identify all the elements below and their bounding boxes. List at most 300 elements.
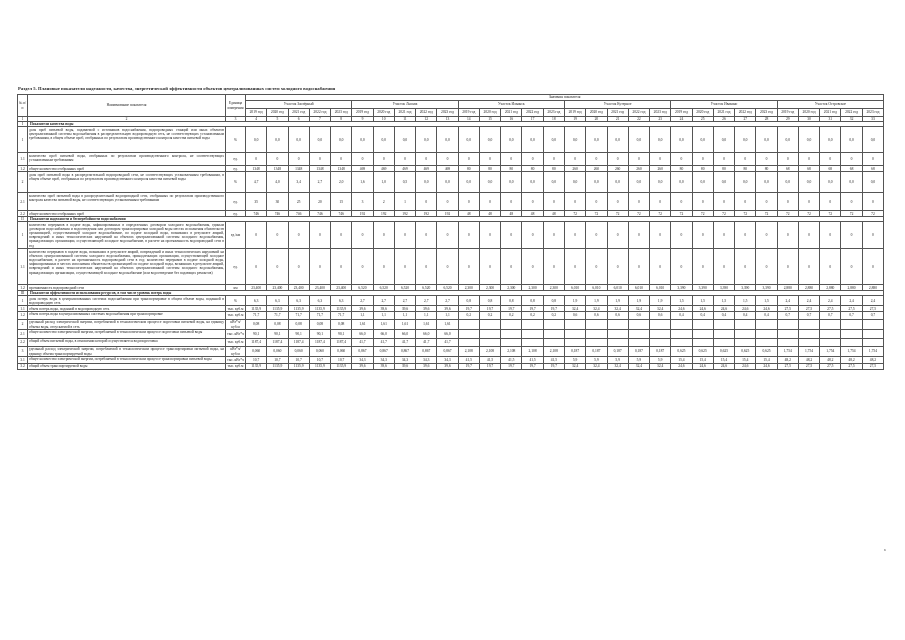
value-cell: 39,6	[373, 306, 394, 312]
value-cell: 34,3	[437, 357, 458, 364]
row-number: 2.1	[18, 330, 28, 339]
value-cell: 2,300	[543, 285, 564, 291]
value-cell: 32,4	[607, 306, 628, 312]
value-cell: 2	[373, 193, 394, 211]
table-row	[18, 193, 884, 211]
value-cell	[671, 320, 692, 330]
value-cell: 0	[267, 249, 288, 285]
value-cell: 0	[777, 193, 798, 211]
value-cell	[522, 330, 543, 339]
value-cell: 0,0	[416, 172, 437, 193]
value-cell: 1187,4	[331, 339, 352, 347]
value-cell: 1,61	[394, 320, 415, 330]
value-cell	[458, 339, 479, 347]
value-cell: 1348	[246, 166, 267, 172]
value-cell: 192	[352, 211, 373, 217]
value-cell: 0	[650, 193, 671, 211]
value-cell: 48,2	[841, 357, 862, 364]
value-cell: 2,4	[777, 296, 798, 306]
indicator-name: удельный расход электрической энергии, потребляемой в технологическом процессе подготовки питьевой воды, на единицу объема воды, отпускаемой в сеть	[29, 320, 224, 329]
value-cell: 0	[416, 249, 437, 285]
value-cell: 0,187	[607, 347, 628, 357]
value-cell: 0,0	[713, 172, 734, 193]
value-cell: 260	[628, 166, 649, 172]
value-cell: 0,867	[394, 347, 415, 357]
header-year-cell: 2019 год	[458, 109, 479, 117]
value-cell: 4,7	[246, 172, 267, 193]
value-cell	[607, 339, 628, 347]
value-cell: 4,0	[267, 172, 288, 193]
value-cell: 19,7	[501, 364, 522, 370]
value-cell: 0	[607, 249, 628, 285]
header-column-number: 1	[18, 117, 28, 122]
header-column-number: 27	[735, 117, 756, 122]
value-cell: 15,4	[735, 357, 756, 364]
value-cell: 0,0	[735, 127, 756, 153]
value-cell	[735, 339, 756, 347]
value-cell: 1135,9	[267, 364, 288, 370]
value-cell: 0	[543, 222, 564, 249]
header-column-number: 13	[437, 117, 458, 122]
value-cell: 1135,9	[288, 306, 309, 312]
value-cell: 0,625	[692, 347, 713, 357]
value-cell: 0,867	[373, 347, 394, 357]
value-cell: 15	[331, 193, 352, 211]
value-cell: 0,08	[309, 320, 330, 330]
table-row	[18, 222, 884, 249]
section-number: III	[18, 291, 28, 296]
value-cell: 2,108	[479, 347, 500, 357]
value-cell: 469	[416, 166, 437, 172]
value-cell: 1135,9	[331, 364, 352, 370]
value-cell: 0,0	[713, 127, 734, 153]
value-cell: 260	[586, 166, 607, 172]
header-year-cell: 2022 год	[841, 109, 862, 117]
value-cell: 66,0	[373, 330, 394, 339]
value-cell: 6,520	[394, 285, 415, 291]
value-cell: 2,108	[458, 347, 479, 357]
header-year-cell: 2023 год	[331, 109, 352, 117]
value-cell: 25	[288, 193, 309, 211]
value-cell	[650, 330, 671, 339]
value-cell	[543, 320, 564, 330]
value-cell: 6,010	[564, 285, 585, 291]
value-cell: 3,390	[735, 285, 756, 291]
value-cell	[841, 320, 862, 330]
value-cell: 72	[713, 211, 734, 217]
value-cell: 90,1	[309, 330, 330, 339]
value-cell: 1135,9	[246, 306, 267, 312]
value-cell: 72	[820, 211, 841, 217]
value-cell: 0	[416, 153, 437, 166]
value-cell: 1,5	[671, 296, 692, 306]
value-cell: 71,7	[288, 312, 309, 320]
value-cell	[756, 339, 777, 347]
value-cell: 0	[650, 222, 671, 249]
value-cell: 0,6	[564, 312, 585, 320]
indicator-name: общий объем транспортируемой воды	[28, 364, 226, 370]
row-number: 2.1	[18, 193, 28, 211]
header-column-number: 17	[522, 117, 543, 122]
value-cell	[543, 330, 564, 339]
value-cell: 48	[501, 211, 522, 217]
value-cell: 0,0	[756, 127, 777, 153]
value-cell: 35	[246, 193, 267, 211]
value-cell: 6,520	[416, 285, 437, 291]
value-cell: 0,0	[437, 172, 458, 193]
value-cell: 0,0	[543, 172, 564, 193]
value-cell: 0,0	[288, 127, 309, 153]
value-cell: 0	[692, 153, 713, 166]
indicator-name: удельный расход электрической энергии, потребляемой в технологическом процессе транспортировки питьевой воды, на единицу объема транспортируемой воды	[29, 347, 224, 356]
value-cell: 2,880	[777, 285, 798, 291]
header-column-number: 9	[352, 117, 373, 122]
value-cell: 0	[607, 193, 628, 211]
value-cell: 72	[756, 211, 777, 217]
value-cell	[756, 320, 777, 330]
value-cell: 5,9	[564, 357, 585, 364]
value-cell: 1,9	[586, 296, 607, 306]
value-cell: 260	[650, 166, 671, 172]
value-cell: 0	[713, 153, 734, 166]
row-number: 1	[18, 222, 28, 249]
value-cell: 0	[820, 249, 841, 285]
unit-cell: тыс. куб.м	[226, 339, 246, 347]
unit-cell: ед./км	[226, 222, 246, 249]
unit-cell: ед.	[226, 249, 246, 285]
value-cell: 1	[394, 193, 415, 211]
value-cell: 0	[394, 222, 415, 249]
value-cell: 2,4	[798, 296, 819, 306]
value-cell: 0,2	[501, 312, 522, 320]
value-cell: 746	[288, 211, 309, 217]
value-cell: 0,2	[522, 312, 543, 320]
header-column-number: 5	[267, 117, 288, 122]
section-title: Показатели качества воды	[28, 122, 884, 127]
value-cell: 0,0	[735, 172, 756, 193]
value-cell: 15,4	[713, 357, 734, 364]
value-cell: 0	[650, 153, 671, 166]
value-cell: 2,7	[352, 296, 373, 306]
value-cell: 1,754	[798, 347, 819, 357]
value-cell: 0	[735, 249, 756, 285]
value-cell: 1,5	[692, 296, 713, 306]
value-cell: 0	[394, 153, 415, 166]
value-cell: 39,6	[373, 364, 394, 370]
value-cell: 0,6	[628, 312, 649, 320]
value-cell: 2,300	[479, 285, 500, 291]
unit-cell: тыс. кВт*ч	[226, 330, 246, 339]
value-cell: 10,7	[331, 357, 352, 364]
value-cell: 0	[352, 153, 373, 166]
value-cell: 0	[331, 249, 352, 285]
value-cell: 0,0	[394, 127, 415, 153]
value-cell	[501, 320, 522, 330]
value-cell: 0,0	[628, 127, 649, 153]
value-cell: 0	[777, 222, 798, 249]
indicator-name: общее количество отобранных проб	[28, 166, 226, 172]
value-cell: 1,1	[416, 312, 437, 320]
value-cell	[777, 320, 798, 330]
value-cell: 0,060	[288, 347, 309, 357]
header-site-cell: Участок Заозёрный	[246, 101, 352, 109]
row-number: 1.2	[18, 312, 28, 320]
value-cell: 39,6	[437, 306, 458, 312]
indicator-name: количество проб питьевой воды в распределительной водопроводной сети, отобранных по результатам производственного контроля качества питьевой воды, не соответствующих установленным требованиям	[28, 193, 226, 211]
page-number: 6	[884, 548, 886, 552]
value-cell: 0,4	[671, 312, 692, 320]
value-cell: 2,300	[458, 285, 479, 291]
value-cell: 1187,4	[267, 339, 288, 347]
header-values-title: Значения показателя	[246, 95, 884, 101]
value-cell: 80	[543, 166, 564, 172]
header-column-number: 3	[226, 117, 246, 122]
value-cell: 0	[756, 249, 777, 285]
value-cell	[458, 330, 479, 339]
value-cell: 41,5	[501, 357, 522, 364]
value-cell: 2,0	[331, 172, 352, 193]
value-cell: 80	[713, 166, 734, 172]
value-cell	[798, 320, 819, 330]
value-cell: 0,0	[458, 172, 479, 193]
value-cell: 41,7	[373, 339, 394, 347]
table-row	[18, 357, 884, 364]
value-cell: 0	[267, 222, 288, 249]
value-cell	[650, 320, 671, 330]
value-cell: 0	[501, 193, 522, 211]
value-cell: 48,2	[820, 357, 841, 364]
value-cell: 0,6	[586, 312, 607, 320]
value-cell: 0	[671, 249, 692, 285]
value-cell: 0,060	[267, 347, 288, 357]
header-column-number: 25	[692, 117, 713, 122]
header-column-number: 6	[288, 117, 309, 122]
value-cell: 71,7	[309, 312, 330, 320]
value-cell: 0	[777, 153, 798, 166]
value-cell: 0,8	[501, 296, 522, 306]
value-cell: 80	[756, 166, 777, 172]
value-cell: 0,7	[777, 312, 798, 320]
header-column-number: 16	[501, 117, 522, 122]
header-column-number: 24	[671, 117, 692, 122]
value-cell: 0	[458, 222, 479, 249]
value-cell: 1135,9	[331, 306, 352, 312]
value-cell: 0	[564, 249, 585, 285]
value-cell: 72	[564, 211, 585, 217]
value-cell: 0,0	[309, 127, 330, 153]
header-site-cell: Участок Островское	[777, 101, 884, 109]
value-cell: 0,0	[820, 172, 841, 193]
section-title: Показатели надежности и бесперебойности водоснабжения	[28, 217, 884, 222]
header-column-number: 33	[862, 117, 884, 122]
value-cell: 1,61	[437, 320, 458, 330]
value-cell: 0	[841, 222, 862, 249]
value-cell: 0,0	[564, 127, 585, 153]
value-cell: 0,0	[607, 127, 628, 153]
value-cell: 2,108	[543, 347, 564, 357]
header-year-cell: 2019 год	[564, 109, 585, 117]
value-cell: 746	[246, 211, 267, 217]
value-cell	[820, 320, 841, 330]
value-cell: 72	[607, 211, 628, 217]
value-cell: 24,6	[671, 306, 692, 312]
value-cell: 1,9	[564, 296, 585, 306]
value-cell: 3,390	[671, 285, 692, 291]
value-cell: 0,4	[713, 312, 734, 320]
value-cell: 0,08	[288, 320, 309, 330]
value-cell: 23,400	[331, 285, 352, 291]
value-cell: 0,7	[841, 312, 862, 320]
value-cell: 39,6	[352, 364, 373, 370]
value-cell: 90,1	[246, 330, 267, 339]
value-cell: 6,3	[288, 296, 309, 306]
row-number: 1.1	[18, 249, 28, 285]
value-cell	[458, 320, 479, 330]
value-cell: 90,1	[288, 330, 309, 339]
value-cell: 0	[735, 193, 756, 211]
value-cell	[692, 339, 713, 347]
value-cell	[628, 330, 649, 339]
value-cell	[479, 330, 500, 339]
value-cell: 192	[437, 211, 458, 217]
value-cell: 0	[586, 249, 607, 285]
value-cell: 0	[501, 222, 522, 249]
value-cell: 27,5	[820, 306, 841, 312]
value-cell: 24,6	[713, 306, 734, 312]
value-cell: 0	[628, 193, 649, 211]
value-cell: 1,754	[777, 347, 798, 357]
value-cell: 80	[458, 166, 479, 172]
value-cell: 0	[309, 249, 330, 285]
header-column-number: 2	[28, 117, 226, 122]
value-cell	[692, 330, 713, 339]
value-cell: 72	[777, 211, 798, 217]
value-cell: 6,520	[373, 285, 394, 291]
value-cell: 2,4	[862, 296, 884, 306]
table-row	[18, 296, 884, 306]
header-year-cell: 2020 год	[267, 109, 288, 117]
value-cell: 0	[309, 222, 330, 249]
header-column-number: 14	[458, 117, 479, 122]
value-cell: 0	[246, 153, 267, 166]
value-cell: 72	[798, 211, 819, 217]
value-cell: 2,300	[522, 285, 543, 291]
value-cell: 0	[735, 222, 756, 249]
value-cell: 34,3	[394, 357, 415, 364]
value-cell: 6,520	[352, 285, 373, 291]
value-cell	[628, 339, 649, 347]
value-cell: 0	[671, 153, 692, 166]
value-cell: 0,0	[352, 127, 373, 153]
value-cell: 0	[246, 249, 267, 285]
value-cell: 3	[352, 193, 373, 211]
value-cell: 27,5	[820, 364, 841, 370]
indicator-name: доля проб питьевой воды, подаваемой с источников водоснабжения, водопроводных станций или иных объектов централизованной системы водоснабжения в распределительную водопроводную сеть, не соответствующих установленным требованиям, в общем объеме проб, отобранных по результатам производственного контроля качества питьевой воды	[28, 127, 226, 153]
value-cell	[841, 330, 862, 339]
value-cell: 1348	[267, 166, 288, 172]
value-cell: 0	[479, 193, 500, 211]
value-cell	[777, 330, 798, 339]
value-cell: 24,6	[671, 364, 692, 370]
value-cell: 0	[479, 222, 500, 249]
value-cell: 15,4	[756, 357, 777, 364]
table-row	[18, 364, 884, 370]
value-cell: 746	[267, 211, 288, 217]
value-cell: 0	[288, 222, 309, 249]
value-cell: 27,5	[798, 364, 819, 370]
value-cell: 3,390	[713, 285, 734, 291]
value-cell: 0	[628, 222, 649, 249]
header-year-cell: 2021 год	[713, 109, 734, 117]
value-cell: 72	[650, 211, 671, 217]
value-cell: 6,3	[246, 296, 267, 306]
header-column-number: 7	[309, 117, 330, 122]
value-cell: 0	[458, 249, 479, 285]
value-cell: 0,5	[394, 172, 415, 193]
indicator-name: объем потерь воды, поданной в водопроводную сеть	[28, 306, 226, 312]
value-cell	[735, 320, 756, 330]
value-cell: 5,9	[586, 357, 607, 364]
value-cell: 0,4	[756, 312, 777, 320]
value-cell: 0,060	[309, 347, 330, 357]
header-year-cell: 2020 год	[692, 109, 713, 117]
value-cell: 32,4	[586, 364, 607, 370]
value-cell: 0,0	[798, 127, 819, 153]
row-number: 2.2	[18, 339, 28, 347]
value-cell: 1,9	[628, 296, 649, 306]
value-cell: 0	[564, 222, 585, 249]
value-cell: 1135,9	[309, 364, 330, 370]
value-cell: 0	[543, 193, 564, 211]
value-cell: 1348	[309, 166, 330, 172]
value-cell: 15,4	[671, 357, 692, 364]
value-cell: 0,2	[479, 312, 500, 320]
value-cell	[501, 330, 522, 339]
value-cell: 469	[437, 166, 458, 172]
value-cell	[692, 320, 713, 330]
section-number: I	[18, 122, 28, 127]
header-column-number: 28	[756, 117, 777, 122]
value-cell	[713, 339, 734, 347]
value-cell: 24,6	[756, 306, 777, 312]
value-cell: 0,0	[841, 127, 862, 153]
header-year-cell: 2021 год	[501, 109, 522, 117]
value-cell	[862, 330, 884, 339]
value-cell: 80	[671, 166, 692, 172]
value-cell: 0,867	[437, 347, 458, 357]
value-cell: 0	[288, 153, 309, 166]
value-cell: 72	[586, 211, 607, 217]
value-cell: 68	[820, 166, 841, 172]
value-cell: 0,2	[458, 312, 479, 320]
header-column-number: 23	[650, 117, 671, 122]
value-cell: 3,4	[288, 172, 309, 193]
value-cell: 6,010	[628, 285, 649, 291]
value-cell: 48	[522, 211, 543, 217]
header-column-number: 10	[373, 117, 394, 122]
value-cell: 0,6	[607, 312, 628, 320]
value-cell: 0,0	[671, 172, 692, 193]
value-cell: 6,520	[437, 285, 458, 291]
value-cell: 0,0	[862, 127, 884, 153]
value-cell: 6,3	[267, 296, 288, 306]
value-cell: 1348	[288, 166, 309, 172]
value-cell: 71,7	[267, 312, 288, 320]
value-cell: 71,7	[331, 312, 352, 320]
value-cell	[735, 330, 756, 339]
value-cell: 1187,4	[246, 339, 267, 347]
value-cell: 30	[267, 193, 288, 211]
